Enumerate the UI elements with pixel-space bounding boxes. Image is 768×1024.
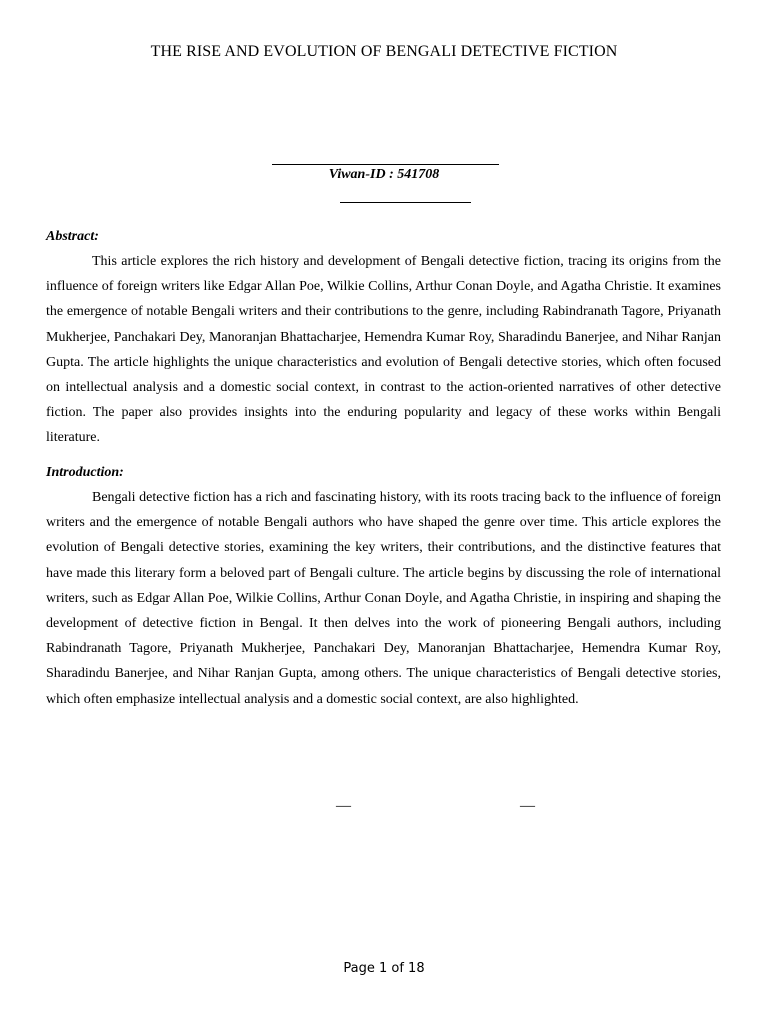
introduction-paragraph: Bengali detective fiction has a rich and fascinating history, with its roots tracing back to the influence of foreign writers and the emergence of notable Bengali authors who have shaped the genre over time. This article explores the evolution of Bengali detective stories, examining the key writers, their contributions, and the distinctive features that have made this literary form a beloved part of Bengali culture. The article begins by discussing the role of international writers, such as Edgar Allan Poe, Wilkie Collins, Arthur Conan Doyle, and Agatha Christie, in inspiring and shaping the development of detective fiction in Bengal. It then delves into the work of pioneering Bengali authors, including Rabindranath Tagore, Priyanath Mukherjee, Panchakari Dey, Manoranjan Bhattacharjee, Hemendra Kumar Roy, Sharadindu Banerjee, and Nihar Ranjan Gupta, among others. The unique characteristics of Bengali detective stories, which often emphasize intellectual analysis and a domestic social context, are also highlighted.	[46, 490, 721, 707]
separator-dash-left: —	[336, 798, 351, 814]
separator-dash-right: —	[520, 798, 535, 814]
author-id: Viwan-ID : 541708	[328, 167, 440, 182]
author-rule-bottom	[340, 202, 471, 203]
introduction-heading: Introduction:	[46, 465, 124, 480]
paper-title: THE RISE AND EVOLUTION OF BENGALI DETECTIVE FICTION	[150, 43, 618, 60]
abstract-paragraph: This article explores the rich history and development of Bengali detective fiction, tracing its origins from the influence of foreign writers like Edgar Allan Poe, Wilkie Collins, Arthur Conan Doyle, and Agatha Christie. It examines the emergence of notable Bengali writers and their contributions to the genre, including Rabindranath Tagore, Priyanath Mukherjee, Panchakari Dey, Manoranjan Bhattacharjee, Hemendra Kumar Roy, Sharadindu Banerjee, and Nihar Ranjan Gupta. The article highlights the unique characteristics and evolution of Bengali detective stories, which often focused on intellectual analysis and a domestic social context, in contrast to the action-oriented narratives of other detective fiction. The paper also provides insights into the enduring popularity and legacy of these works within Bengali literature.	[46, 254, 721, 446]
author-rule-top	[272, 164, 499, 165]
page-number: Page 1 of 18	[343, 961, 425, 976]
abstract-heading: Abstract:	[46, 229, 99, 244]
